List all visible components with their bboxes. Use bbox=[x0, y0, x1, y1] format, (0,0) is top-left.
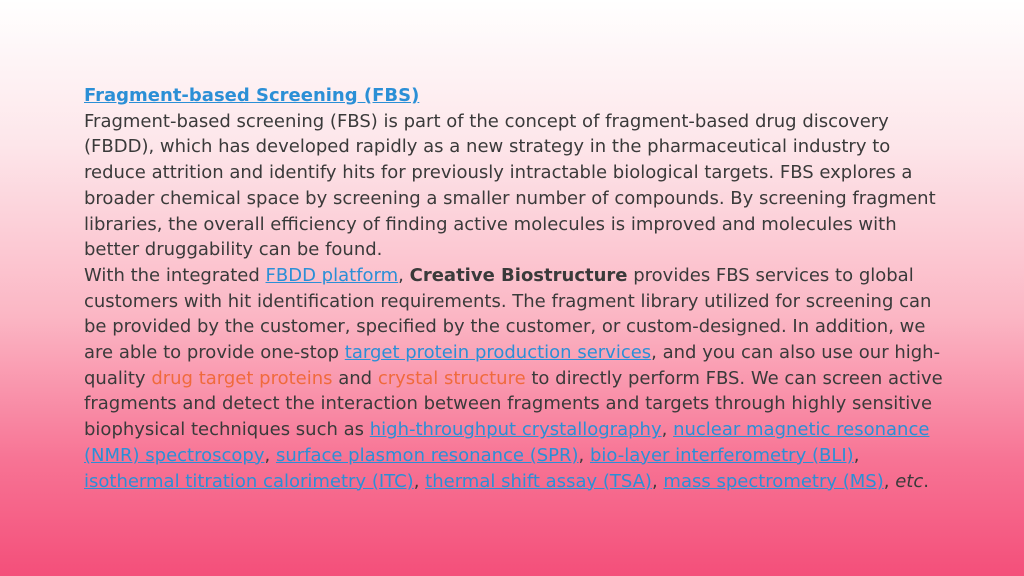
separator: , bbox=[578, 444, 590, 466]
crystal-structure-highlight[interactable]: crystal structure bbox=[377, 367, 526, 389]
period: . bbox=[923, 470, 929, 492]
etc-text: etc bbox=[895, 470, 924, 492]
separator: , bbox=[853, 444, 860, 466]
separator: , bbox=[883, 470, 896, 492]
text-segment: , and you can also use our high-quality bbox=[84, 342, 941, 389]
separator: , bbox=[651, 470, 664, 492]
nmr-link[interactable]: nuclear magnetic resonance (NMR) spectroscopy bbox=[84, 419, 930, 466]
drug-target-proteins-highlight[interactable]: drug target proteins bbox=[151, 367, 333, 389]
brand-name: Creative Biostructure bbox=[409, 264, 628, 286]
fbdd-platform-link[interactable]: FBDD platform bbox=[265, 264, 399, 286]
text-segment: With the integrated bbox=[84, 264, 266, 286]
ms-link[interactable]: mass spectrometry (MS) bbox=[663, 470, 884, 492]
text-segment: and bbox=[332, 367, 378, 389]
text-segment: , bbox=[398, 264, 410, 286]
title-line bbox=[84, 83, 944, 109]
bli-link[interactable]: bio-layer interferometry (BLI) bbox=[590, 444, 854, 466]
itc-link[interactable]: isothermal titration calorimetry (ITC) bbox=[84, 470, 414, 492]
separator: , bbox=[661, 419, 674, 441]
htc-link[interactable]: high-throughput crystallography bbox=[369, 419, 662, 441]
separator: , bbox=[413, 470, 426, 492]
text-segment: to directly perform FBS. We can screen active fragments and detect the interaction between fragments and targets through highly sensitive biophysical techniques such as bbox=[84, 367, 943, 441]
separator: , bbox=[264, 444, 276, 466]
tsa-link[interactable]: thermal shift assay (TSA) bbox=[425, 470, 652, 492]
title-link[interactable]: Fragment-based Screening (FBS) bbox=[84, 85, 420, 106]
services-paragraph bbox=[84, 263, 944, 494]
slide-content bbox=[84, 83, 944, 494]
target-protein-link[interactable]: target protein production services bbox=[344, 342, 652, 364]
text-segment: provides FBS services to global customers with hit identification requirements. The fragment library utilized for screening can be provided by the customer, specified by the customer, or custom-designed. In addition, we are able to provide one-stop bbox=[84, 264, 932, 364]
intro-paragraph: Fragment-based screening (FBS) is part of the concept of fragment-based drug discovery (FBDD), which has developed rapidly as a new strategy in the pharmaceutical industry to reduce attrition and identify hits for previously intractable biological targets. FBS explores a broader chemical space by screening a smaller number of compounds. By screening fragment libraries, the overall efficiency of finding active molecules is improved and molecules with better druggability can be found. bbox=[84, 110, 936, 261]
spr-link[interactable]: surface plasmon resonance (SPR) bbox=[275, 444, 579, 466]
